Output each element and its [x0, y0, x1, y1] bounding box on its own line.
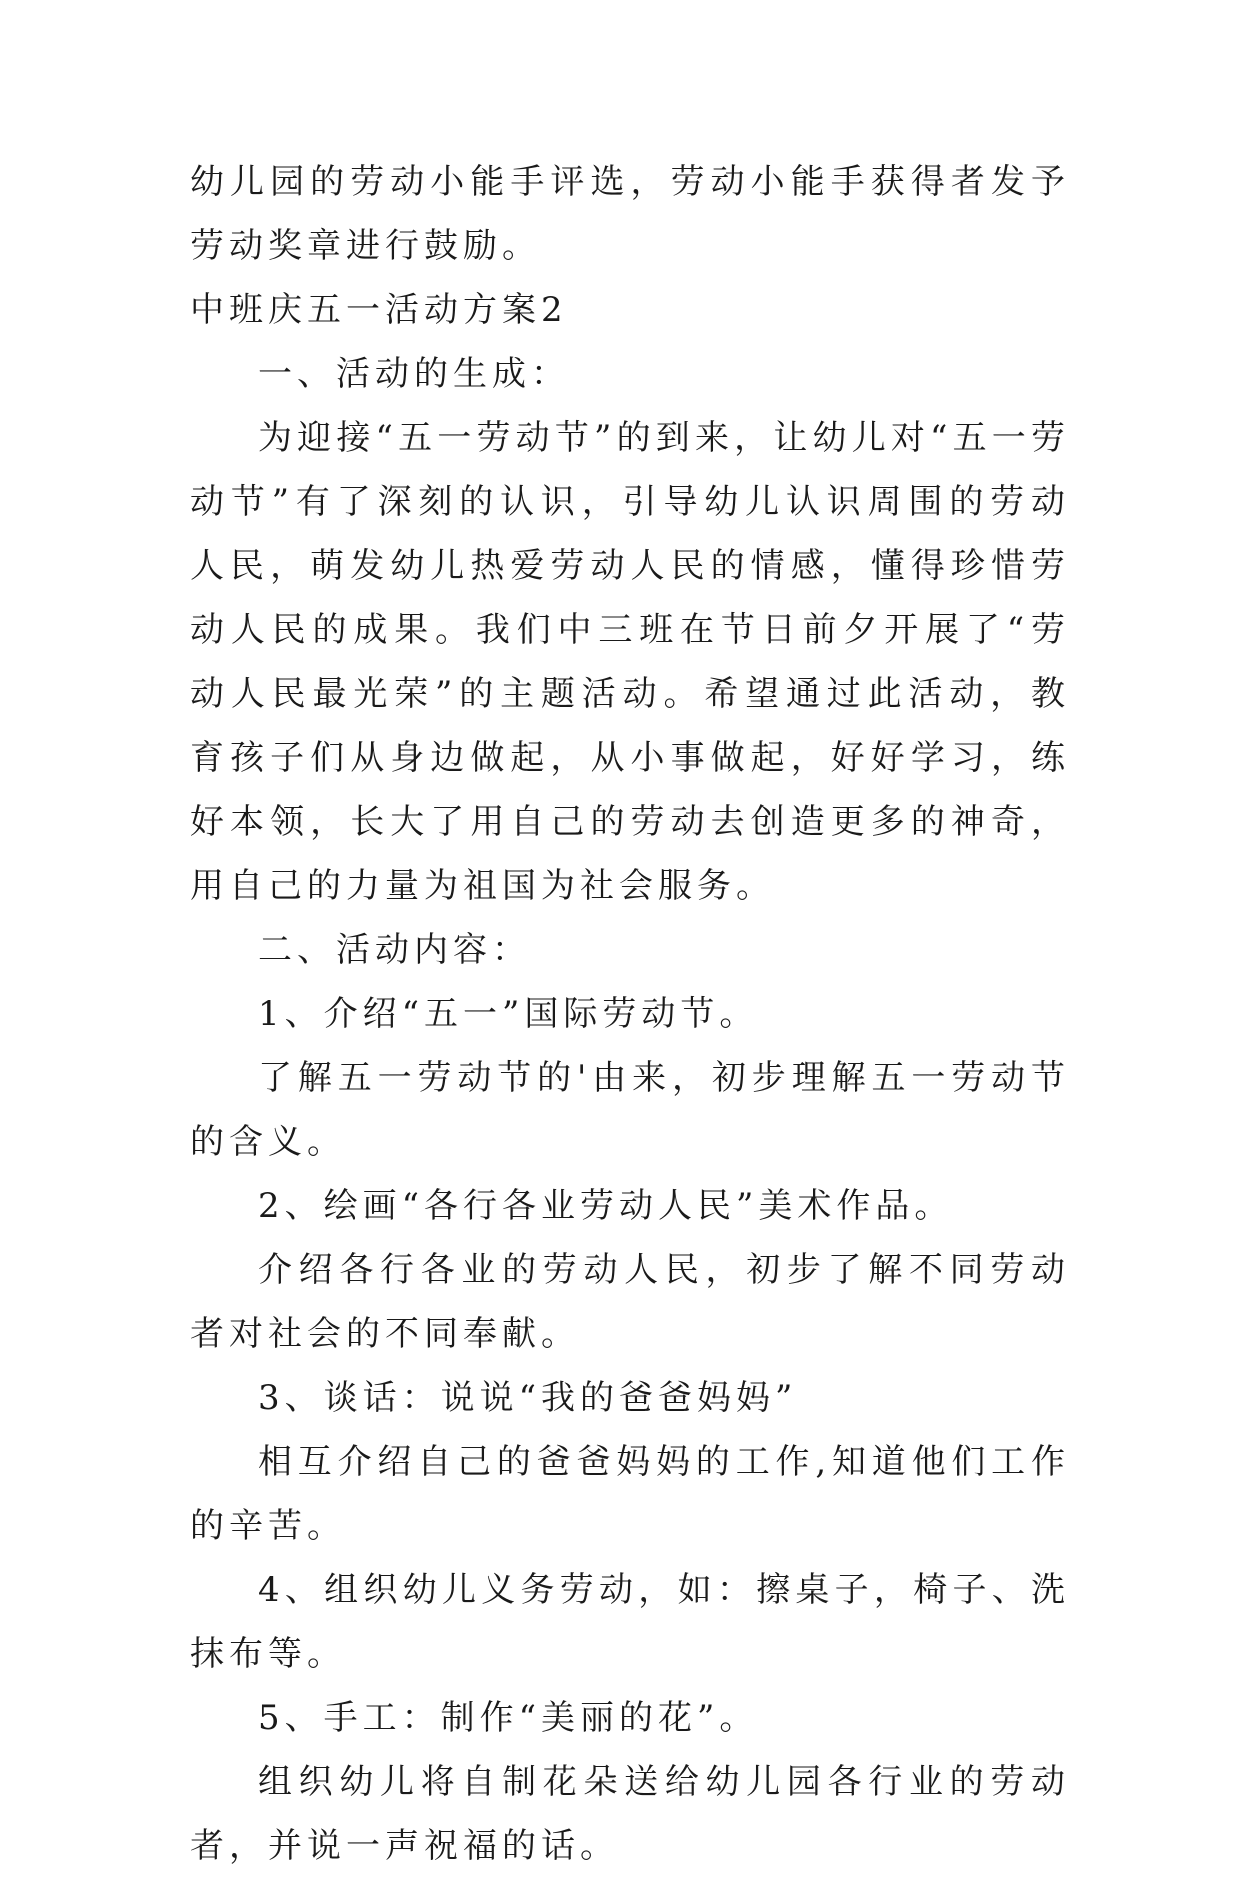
heading-activity-content: 二、活动内容： — [258, 930, 531, 970]
item-3: 3、谈话：说说“我的爸爸妈妈” — [258, 1378, 798, 1418]
item-2: 2、绘画“各行各业劳动人民”美术作品。 — [258, 1186, 954, 1226]
item-1-detail: 了解五一劳动节的'由来，初步理解五一劳动节的含义。 — [190, 1058, 1070, 1162]
item-3-detail: 相互介绍自己的爸爸妈妈的工作,知道他们工作的辛苦。 — [190, 1442, 1070, 1546]
item-5: 5、手工：制作“美丽的花”。 — [258, 1698, 759, 1738]
item-1: 1、介绍“五一”国际劳动节。 — [258, 994, 759, 1034]
heading-activity-origin: 一、活动的生成： — [258, 354, 570, 394]
item-4: 4、组织幼儿义务劳动，如：擦桌子，椅子、洗抹布等。 — [190, 1570, 1070, 1674]
item-2-detail: 介绍各行各业的劳动人民，初步了解不同劳动者对社会的不同奉献。 — [190, 1250, 1070, 1354]
section-title: 中班庆五一活动方案2 — [190, 290, 568, 330]
paragraph-activity-origin: 为迎接“五一劳动节”的到来，让幼儿对“五一劳动节”有了深刻的认识，引导幼儿认识周围的劳动人民，萌发幼儿热爱劳动人民的情感，懂得珍惜劳动人民的成果。我们中三班在节日前夕开展了“劳动人民最光荣”的主题活动。希望通过此活动，教育孩子们从身边做起，从小事做起，好好学习，练好本领，长大了用自己的劳动去创造更多的神奇，用自己的力量为祖国为社会服务。 — [190, 418, 1070, 906]
document-page — [190, 150, 1070, 1878]
item-5-detail: 组织幼儿将自制花朵送给幼儿园各行业的劳动者，并说一声祝福的话。 — [190, 1762, 1070, 1866]
continued-paragraph: 幼儿园的劳动小能手评选，劳动小能手获得者发予劳动奖章进行鼓励。 — [190, 162, 1070, 266]
